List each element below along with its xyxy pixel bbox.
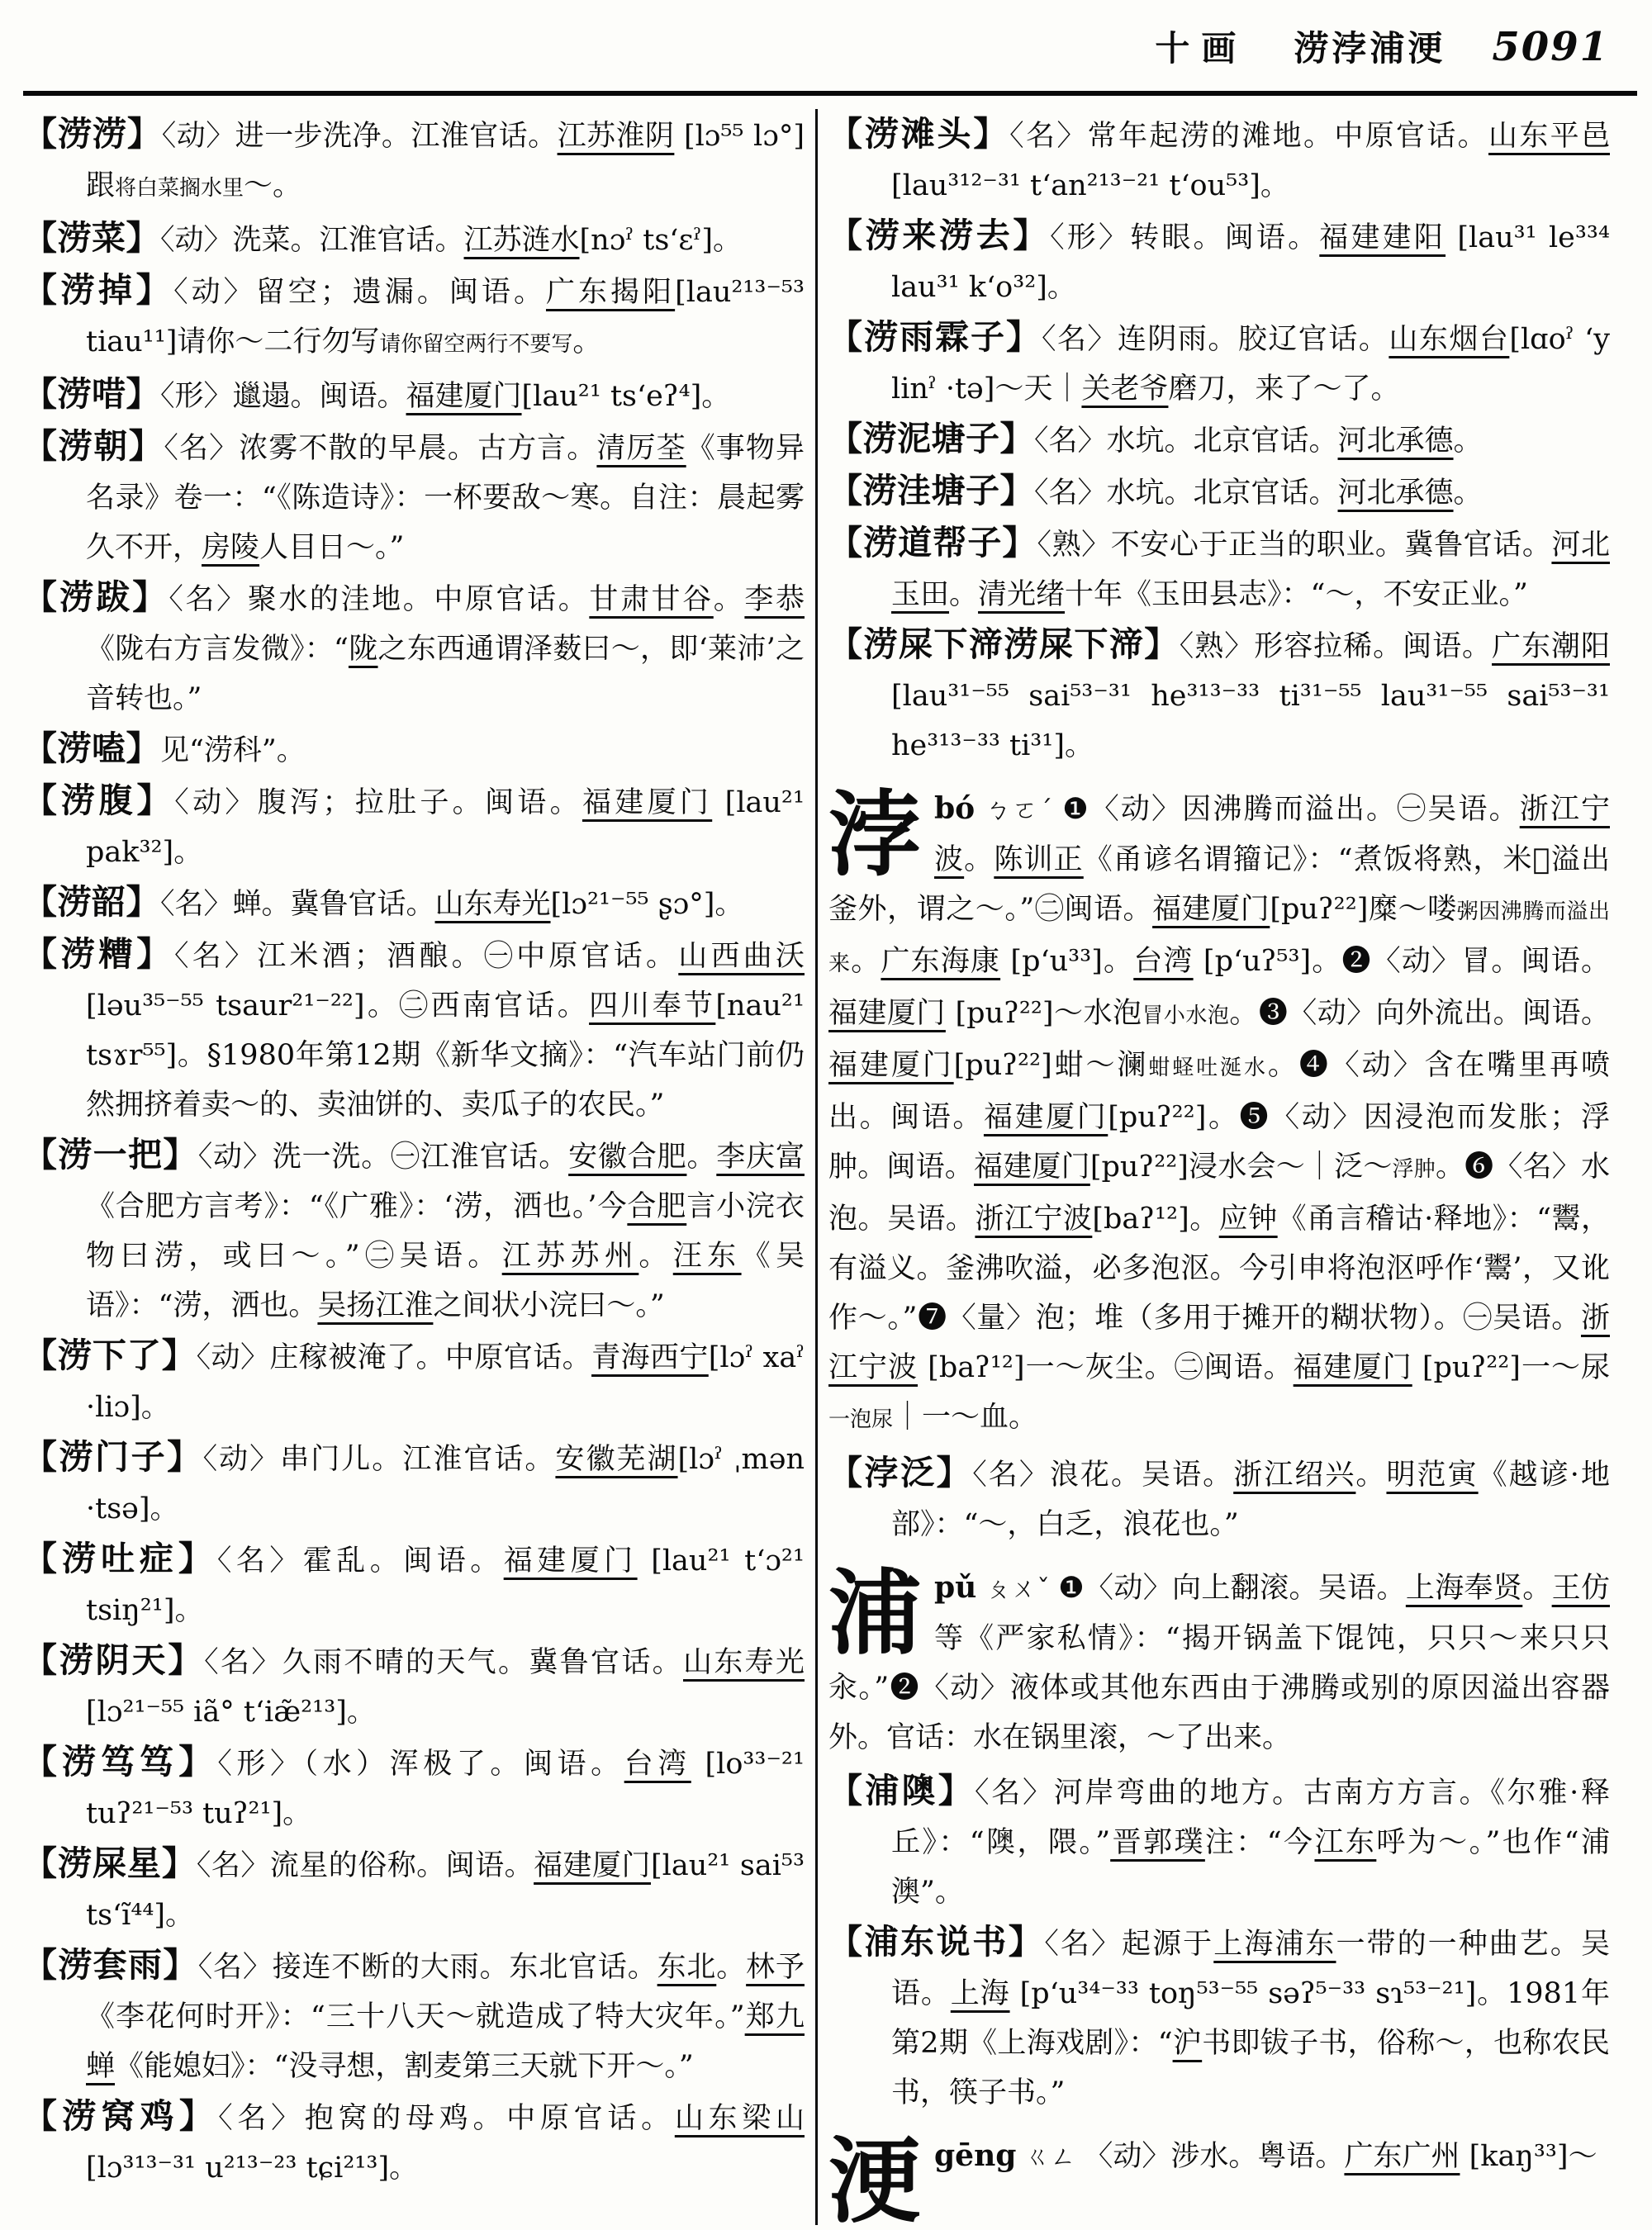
- dictionary-entry: [828, 211, 1610, 312]
- dictionary-entry: [23, 1839, 805, 1940]
- proper-noun-underline: 福建厦门: [503, 1544, 638, 1578]
- dictionary-entry: [828, 1766, 1610, 1917]
- small-gloss: 一泡尿: [828, 1407, 894, 1432]
- entry-body: 〈名〉霍乱。闽语。福建厦门 [lau²¹ tʻɔ²¹ tsiŋ²¹]。: [86, 1544, 805, 1627]
- proper-noun-underline: 福建厦门: [1152, 893, 1270, 926]
- stroke-count-label: 十画: [1155, 28, 1248, 69]
- proper-noun-underline: 清厉荃: [596, 432, 686, 465]
- proper-noun-underline: 福建厦门: [406, 380, 522, 413]
- entry-body: ❶〈动〉因沸腾而溢出。㊀吴语。浙江宁波。陈训正《甬谚名谓籀记》：“煮饭将熟，米𥺅溢出釜外，谓之～。”㊁闽语。福建厦门[puʔ²²]糜～喽粥因沸腾而溢出来。广东海康 [pʻu³³]。台湾 [pʻuʔ⁵³]。❷〈动〉冒。闽语。福建厦门 [puʔ²²]～水泡冒小水泡。❸〈动〉向外流出。闽语。福建厦门[puʔ²²]蚶～澜蚶蛏吐涎水。❹〈动〉含在嘴里再喷出。闽语。福建厦门[puʔ²²]。❺〈动〉因浸泡而发胀；浮肿。闽语。福建厦门[puʔ²²]浸水会～｜泛～浮肿。❻〈名〉水泡。吴语。浙江宁波[baʔ¹²]。应钟《甬言稽诂·释地》：“鬻，有溢义。釜沸吹溢，必多泡沤。今引申将泡沤呼作‘鬻’，又讹作～。”❼〈量〉泡；堆（多用于摊开的糊状物）。㊀吴语。浙江宁波 [baʔ¹²]一～灰尘。㊁闽语。福建厦门 [puʔ²²]一～尿一泡尿｜一～血。: [828, 793, 1610, 1434]
- dictionary-entry: [23, 1940, 805, 2091]
- two-column-body: [23, 109, 1640, 2225]
- headword: 【涝笃笃】: [23, 1742, 218, 1782]
- headword: 【涝泥塘子】: [828, 419, 1034, 458]
- entry-body: 〈形〉（水）浑极了。闽语。台湾 [lo³³⁻²¹ tuʔ²¹⁻⁵³ tuʔ²¹]。: [86, 1748, 805, 1830]
- proper-noun-underline: 广东广州: [1344, 2140, 1460, 2173]
- entry-body: 〈名〉江米酒；酒酿。㊀中原官话。山西曲沃[ləu³⁵⁻⁵⁵ tsaur²¹⁻²²]。㊁西南官话。四川奉节[nau²¹ tsɤr⁵⁵]。§1980年第12期《新华文摘》：“汽车站门前仍然拥挤着卖～的、卖油饼的、卖瓜子的农民。”: [86, 940, 805, 1122]
- proper-noun-underline: 陇: [348, 633, 378, 666]
- proper-noun-underline: 广东揭阳: [545, 276, 676, 309]
- proper-noun-underline: 上海奉贤: [1405, 1572, 1523, 1605]
- headword: 【涝洼塘子】: [828, 471, 1034, 510]
- head-character: 浭: [828, 2128, 921, 2225]
- entry-body: 〈形〉邋遢。闽语。福建厦门[lau²¹ tsʻeʔ⁴]。: [160, 380, 731, 413]
- column-left: [23, 109, 805, 2225]
- proper-noun-underline: 应钟: [1218, 1203, 1278, 1236]
- proper-noun-underline: 河北承德: [1337, 425, 1454, 458]
- proper-noun-underline: 晋郭璞: [1110, 1826, 1205, 1859]
- proper-noun-underline: 陈训正: [994, 843, 1084, 876]
- proper-noun-underline: 台湾: [624, 1748, 691, 1781]
- dictionary-entry: [828, 312, 1610, 414]
- proper-noun-underline: 江苏苏州: [501, 1240, 639, 1273]
- proper-noun-underline: 福建厦门: [534, 1849, 651, 1882]
- proper-noun-underline: 清光绪: [978, 578, 1066, 611]
- proper-noun-underline: 山东寿光: [434, 888, 551, 921]
- proper-noun-underline: 浙江绍兴: [1233, 1459, 1356, 1492]
- headword: 【涝一把】: [23, 1135, 198, 1174]
- proper-noun-underline: 上海: [950, 1977, 1010, 2010]
- dictionary-entry: [23, 421, 805, 572]
- dictionary-entry: [23, 369, 805, 421]
- entry-body: 〈名〉浓雾不散的早晨。古方言。清厉荃《事物异名录》卷一：“《陈造诗》：一杯要敌～寒。自注：晨起雾久不开，房陵人目日～。”: [86, 432, 805, 564]
- header-rule: [23, 91, 1637, 96]
- proper-noun-underline: 沪: [1172, 2027, 1203, 2060]
- small-gloss: 浮肿: [1392, 1157, 1436, 1182]
- proper-noun-underline: 安徽合肥: [568, 1141, 687, 1174]
- dictionary-entry: [828, 1917, 1610, 2118]
- entry-body: 〈形〉转眼。闽语。福建建阳 [lau³¹ le³³⁴ lau³¹ kʻo³²]。: [891, 221, 1610, 304]
- dictionary-entry: [23, 1635, 805, 1737]
- entry-body: 〈熟〉形容拉稀。闽语。广东潮阳[lau³¹⁻⁵⁵ sai⁵³⁻³¹ he³¹³⁻³³ ti³¹⁻⁵⁵ lau³¹⁻⁵⁵ sai⁵³⁻³¹ he³¹³⁻³³ ti³¹]。: [891, 630, 1610, 762]
- headword: 【涝涝】: [23, 114, 162, 154]
- headword: 【涝来涝去】: [828, 216, 1051, 255]
- headword: 【涝朝】: [23, 426, 164, 466]
- proper-noun-underline: 李庆富: [716, 1141, 805, 1174]
- headword: 【涝糟】: [23, 934, 174, 974]
- headword: 【涝嗑】: [23, 728, 160, 768]
- headword: 【涝道帮子】: [828, 523, 1037, 562]
- page-header: [0, 21, 1609, 71]
- proper-noun-underline: 福建厦门: [582, 786, 713, 819]
- proper-noun-underline: 福建厦门: [974, 1151, 1090, 1184]
- proper-noun-underline: 福建厦门: [828, 1049, 954, 1082]
- small-gloss: 蚶蛏吐涎水: [1148, 1056, 1268, 1080]
- proper-noun-underline: 广东海康: [881, 945, 1001, 978]
- headword: 【涝跋】: [23, 577, 169, 617]
- entry-body: 〈名〉蝉。冀鲁官话。山东寿光[lɔ²¹⁻⁵⁵ ʂɔ°]。: [160, 888, 744, 921]
- entry-body: 〈动〉洗菜。江淮官话。江苏涟水[nɔˀ tsʻɛˀ]。: [160, 224, 743, 257]
- proper-noun-underline: 关老爷: [1081, 372, 1169, 406]
- proper-noun-underline: 甘肃甘谷: [589, 583, 714, 616]
- entry-body: 〈动〉庄稼被淹了。中原官话。青海西宁[lɔˀ xaˀ ·liɔ]。: [86, 1341, 805, 1424]
- headword: 【涝窝鸡】: [23, 2096, 219, 2136]
- dictionary-entry: [23, 776, 805, 877]
- small-gloss: 粥因沸腾而溢出来: [828, 899, 1610, 976]
- proper-noun-underline: 山东梁山: [674, 2102, 805, 2135]
- proper-noun-underline: 郑九蝉: [86, 2000, 805, 2083]
- head-character: 浡: [828, 780, 921, 889]
- proper-noun-underline: 王仿: [1551, 1572, 1610, 1605]
- entry-body: 〈名〉浪花。吴语。浙江绍兴。明范寅《越谚·地部》：“～，白乏，浪花也。”: [891, 1459, 1610, 1541]
- proper-noun-underline: 安徽芜湖: [555, 1443, 678, 1476]
- proper-noun-underline: 山东烟台: [1389, 323, 1510, 356]
- dictionary-entry: [23, 1534, 805, 1635]
- entry-body: 〈名〉连阴雨。胶辽官话。山东烟台[lɑoˀ ʻy linˀ ·tə]～天｜关老爷磨刀，来了～了。: [891, 323, 1610, 406]
- proper-noun-underline: 江苏淮阴: [557, 120, 675, 153]
- proper-noun-underline: 房陵: [202, 531, 260, 564]
- small-gloss: 冒小水泡: [1142, 1004, 1230, 1028]
- headword: 【涝下了】: [23, 1336, 197, 1375]
- dictionary-entry: [23, 265, 805, 369]
- proper-noun-underline: 浙江宁波: [828, 1302, 1610, 1384]
- head-character-entry: [828, 780, 1610, 1445]
- headword: 【涝阴天】: [23, 1640, 205, 1680]
- headword: 【涝门子】: [23, 1437, 203, 1477]
- proper-noun-underline: 吴扬江淮: [317, 1289, 434, 1322]
- proper-noun-underline: 汪东: [672, 1240, 742, 1273]
- headword: 【涝掉】: [23, 270, 174, 310]
- entry-body: 〈动〉进一步洗净。江淮官话。江苏淮阴 [lɔ⁵⁵ lɔ°] 跟将白菜搁水里～。: [86, 120, 805, 202]
- entry-body: 〈名〉抱窝的母鸡。中原官话。山东梁山[lɔ³¹³⁻³¹ u²¹³⁻²³ tɕi²¹³]。: [86, 2102, 805, 2185]
- dictionary-entry: [23, 2091, 805, 2193]
- entry-body: 〈名〉常年起涝的滩地。中原官话。山东平邑[lau³¹²⁻³¹ tʻan²¹³⁻²¹ tʻou⁵³]。: [891, 120, 1610, 202]
- entry-body: 〈名〉聚水的洼地。中原官话。甘肃甘谷。李恭《陇右方言发微》：“陇之东西通谓泽薮曰～，即‘莱沛’之音转也。”: [86, 583, 805, 715]
- dictionary-entry: [23, 572, 805, 724]
- head-character: 浦: [828, 1559, 921, 1668]
- dictionary-entry: [828, 619, 1610, 771]
- section-headchars: 涝浡浦浭: [1294, 28, 1446, 69]
- dictionary-entry: [23, 213, 805, 265]
- entry-body: 〈动〉串门儿。江淮官话。安徽芜湖[lɔˀ ˌmən ·tsə]。: [86, 1443, 805, 1525]
- proper-noun-underline: 山东平邑: [1488, 120, 1610, 153]
- entry-body: 〈名〉河岸弯曲的地方。古南方方言。《尔雅·释丘》：“隩，隈。”晋郭璞注：“今江东呼为～。”也作“浦澳”。: [891, 1777, 1610, 1909]
- proper-noun-underline: 东北: [657, 1951, 717, 1984]
- headword: 【浡泛】: [828, 1453, 973, 1492]
- dictionary-entry: [23, 724, 805, 776]
- proper-noun-underline: 广东潮阳: [1492, 630, 1610, 663]
- dictionary-entry: [23, 1737, 805, 1839]
- headword: 【涝屎下渧涝屎下渧】: [828, 624, 1180, 664]
- headword: 【涝腹】: [23, 780, 175, 820]
- headword: 【涝吐症】: [23, 1539, 217, 1578]
- zhuyin: ㄆㄨˇ: [985, 1574, 1051, 1604]
- entry-body: 见“涝科”。: [160, 734, 306, 767]
- proper-noun-underline: 浙江宁波: [975, 1203, 1093, 1236]
- headword: 【涝滩头】: [828, 114, 1010, 154]
- entry-body: 〈名〉流星的俗称。闽语。福建厦门[lau²¹ sai⁵³ tsʻĩ⁴⁴]。: [86, 1849, 805, 1932]
- entry-body: 〈名〉接连不断的大雨。东北官话。东北。林予《李花何时开》：“三十八天～就造成了特大灾年。”郑九蝉《能媳妇》：“没寻想，割麦第三天就下开～。”: [86, 1951, 805, 2083]
- headword: 【涝菜】: [23, 218, 160, 258]
- proper-noun-underline: 山东寿光: [683, 1646, 805, 1679]
- small-gloss: 将白菜搁水里: [115, 176, 244, 201]
- dictionary-entry: [828, 1448, 1610, 1549]
- proper-noun-underline: 江东: [1314, 1826, 1377, 1859]
- dictionary-entry: [23, 1130, 805, 1331]
- proper-noun-underline: 合肥: [627, 1190, 687, 1223]
- entry-body: 〈名〉水坑。北京官话。河北承德。: [1034, 425, 1483, 458]
- head-character-entry: [828, 1559, 1610, 1763]
- proper-noun-underline: 四川奉节: [589, 989, 716, 1022]
- entry-body: ❶〈动〉向上翻滚。吴语。上海奉贤。王仿等《严家私情》：“揭开锅盖下馄饨，只只～来只只汆。”❷〈动〉液体或其他东西由于沸腾或别的原因溢出容器外。官话：水在锅里滚，～了出来。: [828, 1572, 1610, 1754]
- headword: 【浦隩】: [828, 1771, 976, 1810]
- proper-noun-underline: 明范寅: [1386, 1459, 1479, 1492]
- entry-body: 〈动〉留空；遗漏。闽语。广东揭阳[lau²¹³⁻⁵³ tiau¹¹]请你～二行勿写请你留空两行不要写。: [86, 276, 805, 358]
- small-gloss: 请你留空两行不要写: [379, 332, 573, 357]
- entry-body: 〈动〉涉水。粤语。广东广州 [kaŋ³³]～: [1084, 2140, 1597, 2173]
- entry-body: 〈熟〉不安心于正当的职业。冀鲁官话。河北玉田。清光绪十年《玉田县志》：“～，不安正业。”: [891, 529, 1610, 611]
- entry-body: 〈名〉久雨不晴的天气。冀鲁官话。山东寿光[lɔ²¹⁻⁵⁵ iã° tʻiæ̃²¹³]。: [86, 1646, 805, 1729]
- proper-noun-underline: 河北承德: [1337, 477, 1454, 510]
- headword: 【涝唶】: [23, 374, 160, 414]
- dictionary-entry: [23, 929, 805, 1130]
- dictionary-entry: [23, 1331, 805, 1432]
- pinyin: pǔ: [934, 1570, 977, 1605]
- proper-noun-underline: 江苏涟水: [463, 224, 580, 257]
- pinyin: gēng: [934, 2138, 1017, 2173]
- dictionary-entry: [23, 109, 805, 213]
- proper-noun-underline: 青海西宁: [591, 1341, 709, 1374]
- entry-body: 〈动〉洗一洗。㊀江淮官话。安徽合肥。李庆富《合肥方言考》：“《广雅》：‘涝，洒也。’今合肥言小浣衣物曰涝，或曰～。”㊁吴语。江苏苏州。汪东《吴语》：“涝，洒也。吴扬江淮之间状小浣曰～。”: [86, 1141, 805, 1322]
- headword: 【浦东说书】: [828, 1922, 1045, 1962]
- entry-body: 〈名〉水坑。北京官话。河北承德。: [1034, 477, 1483, 510]
- page-number: 5091: [1492, 24, 1609, 70]
- headword: 【涝雨霖子】: [828, 317, 1042, 357]
- dictionary-entry: [828, 109, 1610, 211]
- proper-noun-underline: 福建建阳: [1319, 221, 1446, 254]
- dictionary-entry: [828, 466, 1610, 518]
- column-divider: [815, 109, 818, 2225]
- dictionary-entry: [828, 414, 1610, 466]
- proper-noun-underline: 福建厦门: [1293, 1351, 1412, 1384]
- proper-noun-underline: 河北玉田: [891, 529, 1610, 611]
- head-character-entry: [828, 2128, 1610, 2225]
- proper-noun-underline: 福建厦门: [983, 1101, 1108, 1134]
- dictionary-entry: [23, 877, 805, 929]
- zhuyin: ㄍㄥ: [1024, 2142, 1076, 2172]
- proper-noun-underline: 福建厦门: [828, 997, 946, 1030]
- proper-noun-underline: 台湾: [1133, 945, 1194, 978]
- pinyin: bó: [934, 791, 976, 826]
- headword: 【涝屎星】: [23, 1843, 197, 1883]
- proper-noun-underline: 山西曲沃: [678, 940, 805, 973]
- proper-noun-underline: 李恭: [744, 583, 805, 616]
- proper-noun-underline: 上海浦东: [1213, 1928, 1336, 1961]
- headword: 【涝套雨】: [23, 1945, 198, 1985]
- entry-body: 〈名〉起源于上海浦东一带的一种曲艺。吴语。上海 [pʻu³⁴⁻³³ toŋ⁵³⁻⁵⁵ səʔ⁵⁻³³ sɿ⁵³⁻²¹]。1981年第2期《上海戏剧》：“沪书即钹子书，俗称～，也称农民书，筷子书。”: [891, 1928, 1610, 2109]
- zhuyin: ㄅㄛˊ: [983, 795, 1055, 825]
- proper-noun-underline: 浙江宁波: [934, 793, 1610, 876]
- proper-noun-underline: 林予: [746, 1951, 805, 1984]
- entry-body: 〈动〉腹泻；拉肚子。闽语。福建厦门 [lau²¹ pak³²]。: [86, 786, 805, 869]
- dictionary-entry: [828, 518, 1610, 619]
- column-right: [828, 109, 1610, 2225]
- headword: 【涝韶】: [23, 882, 160, 922]
- dictionary-entry: [23, 1432, 805, 1534]
